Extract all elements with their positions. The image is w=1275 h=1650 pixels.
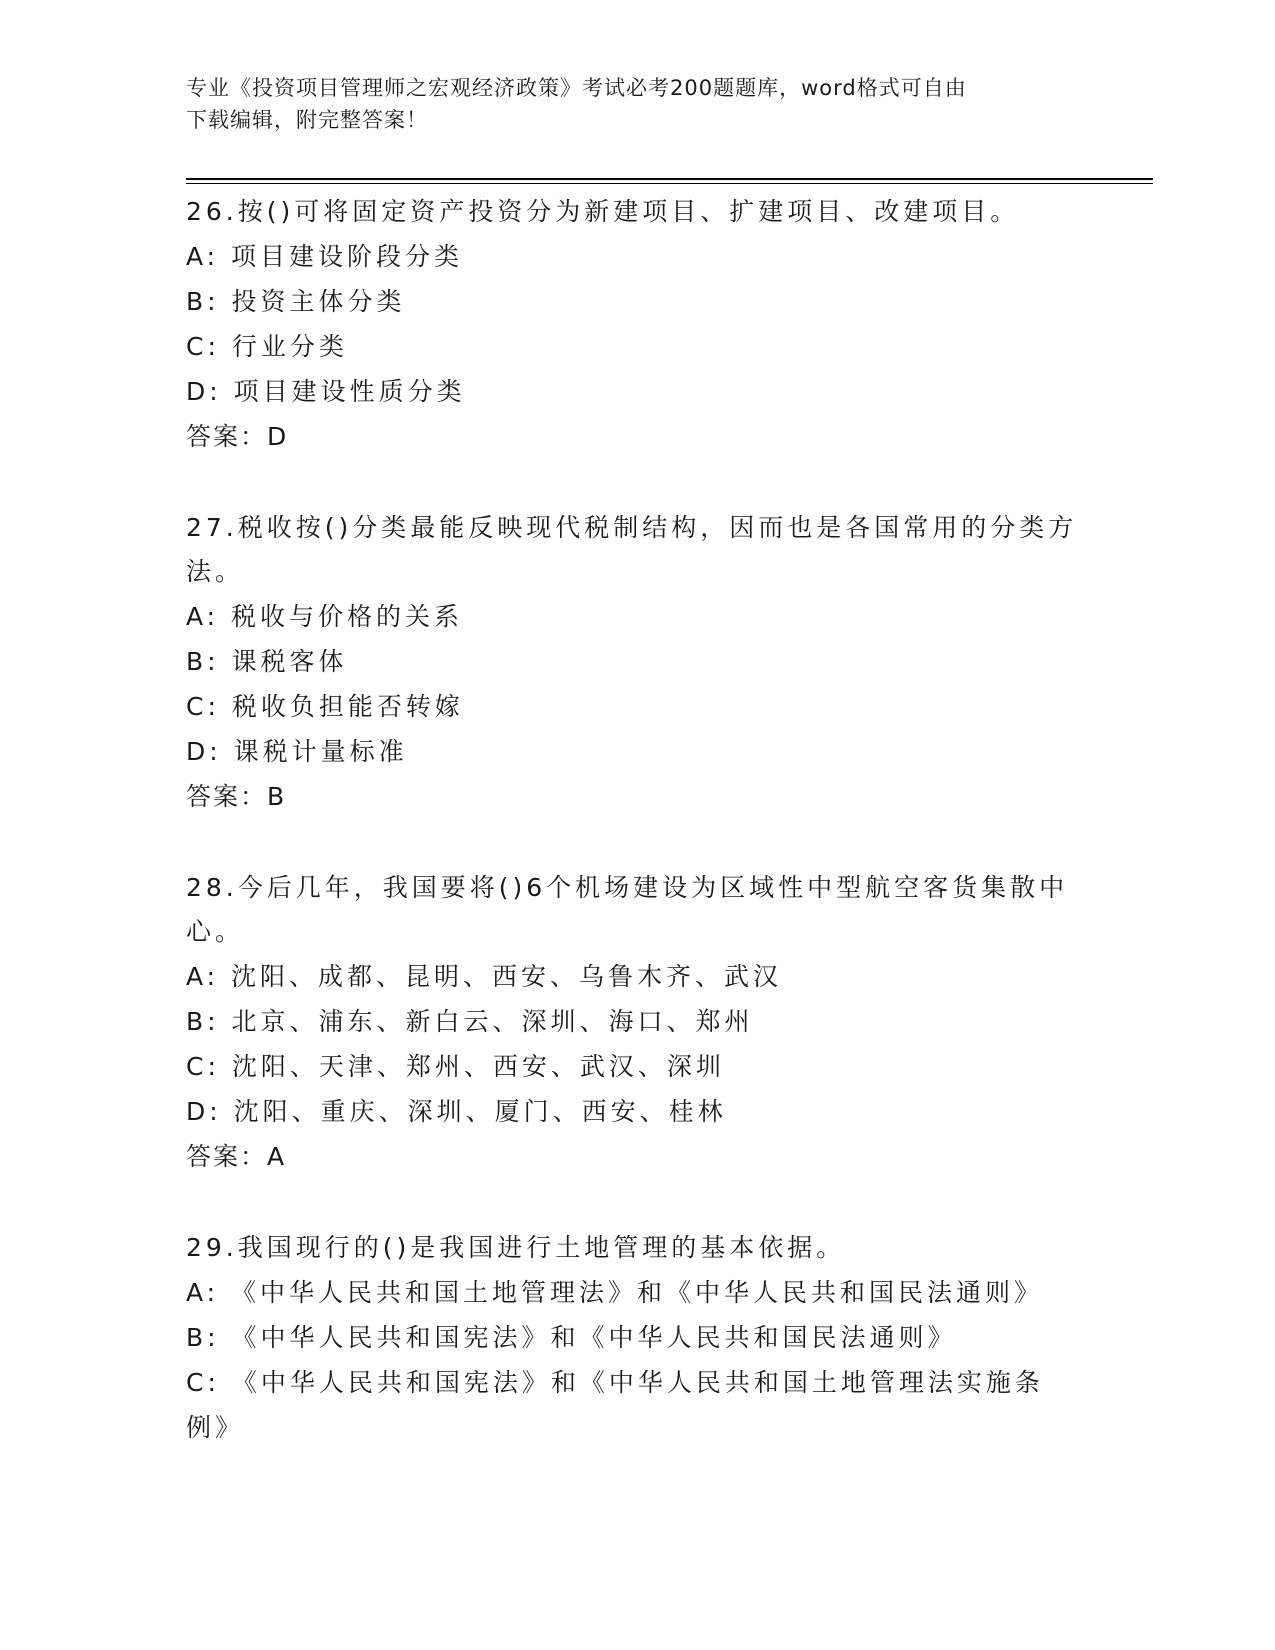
header-line-1: 专业《投资项目管理师之宏观经济政策》考试必考200题题库，word格式可自由 <box>186 76 967 100</box>
question-29 <box>186 1226 1086 1450</box>
option-c: C: 沈阳、天津、郑州、西安、武汉、深圳 <box>186 1052 725 1081</box>
option-d: D: 课税计量标准 <box>186 737 408 766</box>
question-text: 28.今后几年，我国要将()6个机场建设为区域性中型航空客货集散中心。 <box>186 873 1069 946</box>
header-line-2: 下载编辑，附完整答案！ <box>186 108 428 132</box>
question-28 <box>186 866 1086 1179</box>
question-text: 27.税收按()分类最能反映现代税制结构，因而也是各国常用的分类方法。 <box>186 513 1078 586</box>
option-d: D: 项目建设性质分类 <box>186 377 466 406</box>
answer: 答案：A <box>186 1142 287 1171</box>
header-divider-thin <box>186 183 1153 184</box>
option-a: A: 沈阳、成都、昆明、西安、乌鲁木齐、武汉 <box>186 962 783 991</box>
option-c: C: 《中华人民共和国宪法》和《中华人民共和国土地管理法实施条例》 <box>186 1368 1044 1442</box>
option-b: B: 《中华人民共和国宪法》和《中华人民共和国民法通则》 <box>186 1323 957 1352</box>
document-header <box>186 72 1066 136</box>
option-b: B: 北京、浦东、新白云、深圳、海口、郑州 <box>186 1007 754 1036</box>
answer: 答案：B <box>186 782 287 811</box>
option-c: C: 行业分类 <box>186 332 348 361</box>
option-d: D: 沈阳、重庆、深圳、厦门、西安、桂林 <box>186 1097 727 1126</box>
option-c: C: 税收负担能否转嫁 <box>186 692 464 721</box>
option-b: B: 投资主体分类 <box>186 287 406 316</box>
question-list <box>186 190 1086 1497</box>
option-a: A: 《中华人民共和国土地管理法》和《中华人民共和国民法通则》 <box>186 1278 1044 1307</box>
question-text: 26.按()可将固定资产投资分为新建项目、扩建项目、改建项目。 <box>186 197 1020 226</box>
question-26 <box>186 190 1086 459</box>
option-a: A: 税收与价格的关系 <box>186 602 464 631</box>
question-text: 29.我国现行的()是我国进行土地管理的基本依据。 <box>186 1233 846 1262</box>
answer: 答案：D <box>186 422 289 451</box>
option-b: B: 课税客体 <box>186 647 348 676</box>
option-a: A: 项目建设阶段分类 <box>186 242 464 271</box>
question-27 <box>186 506 1086 819</box>
header-divider-thick <box>186 178 1153 180</box>
